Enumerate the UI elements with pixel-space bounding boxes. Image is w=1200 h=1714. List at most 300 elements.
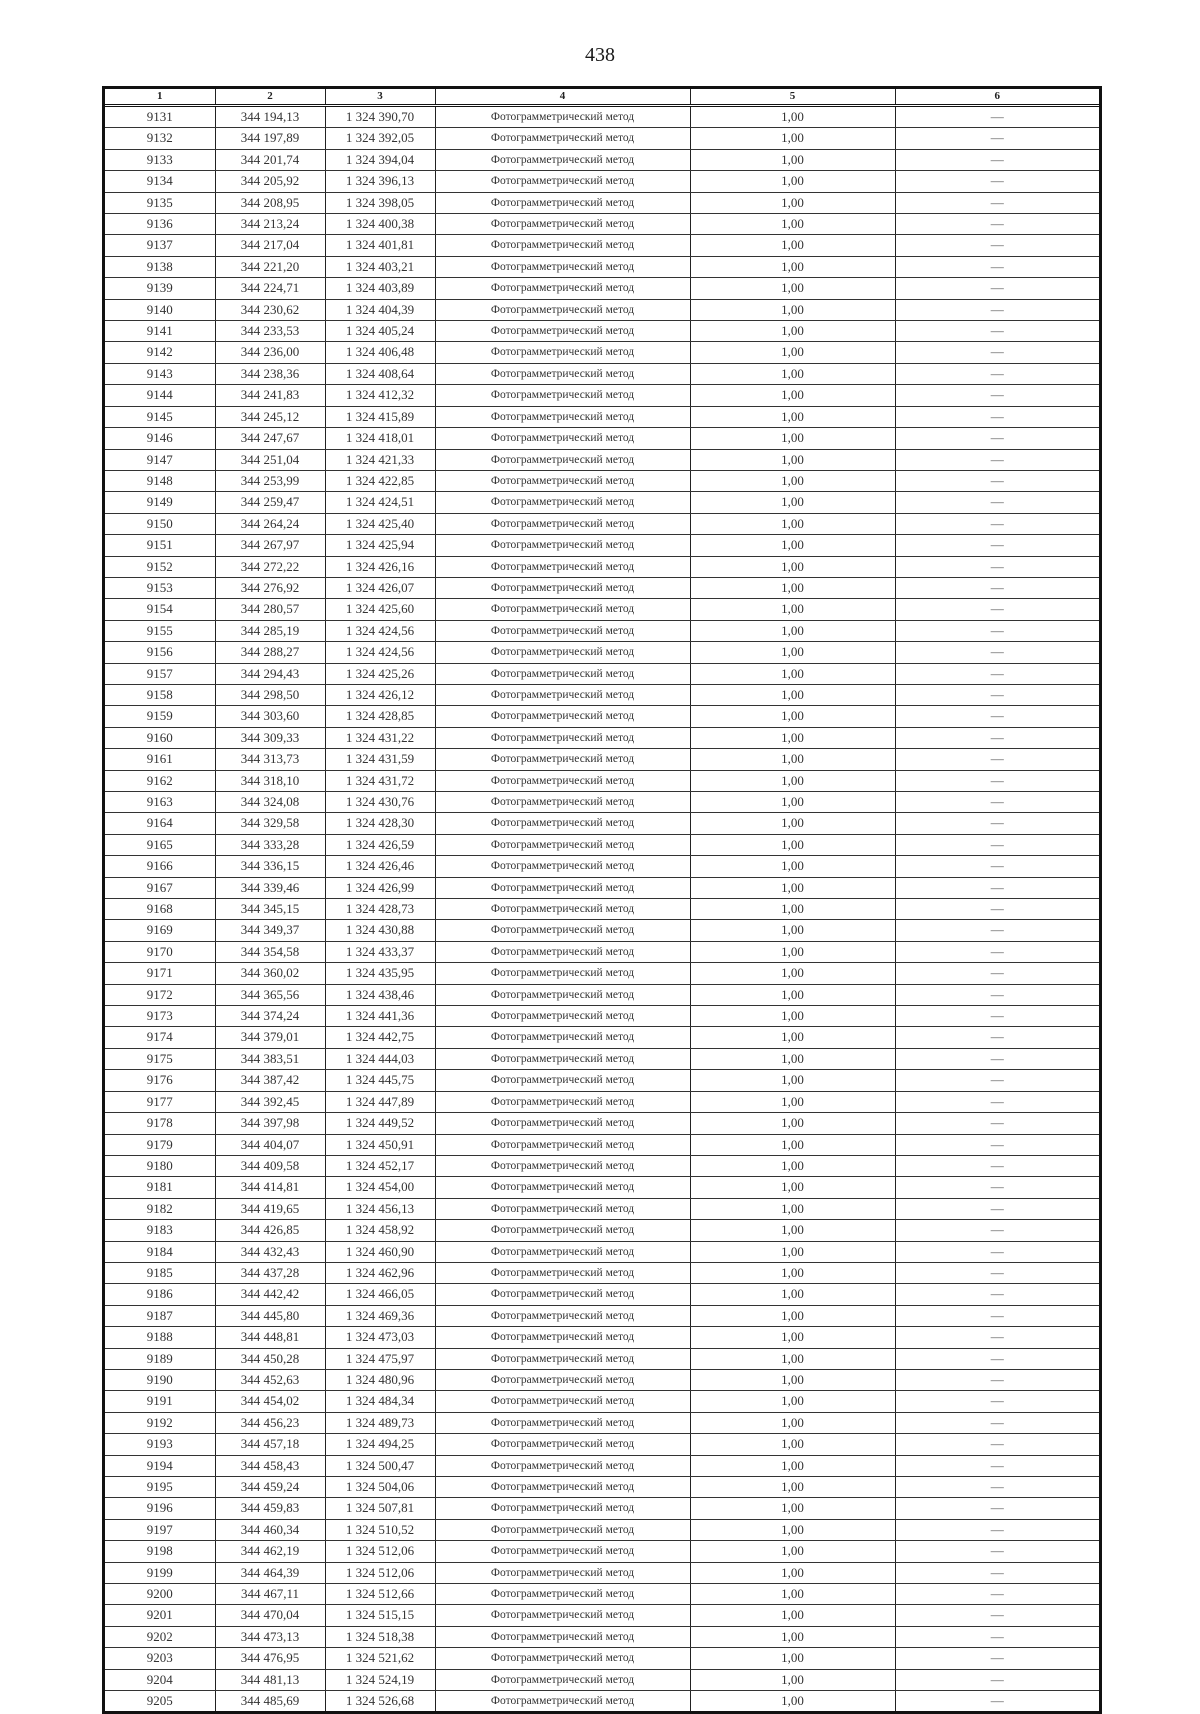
accuracy-cell: 1,00 [690, 1241, 895, 1262]
accuracy-cell: 1,00 [690, 1027, 895, 1048]
x-coordinate-cell: 344 208,95 [215, 192, 325, 213]
method-cell: Фотограмметрический метод [435, 1070, 690, 1091]
point-number-cell: 9154 [105, 599, 215, 620]
x-coordinate-cell: 344 213,24 [215, 214, 325, 235]
note-cell: — [895, 1091, 1099, 1112]
point-number-cell: 9174 [105, 1027, 215, 1048]
table-row [105, 1284, 1099, 1305]
point-number-cell: 9196 [105, 1498, 215, 1519]
table-row [105, 941, 1099, 962]
note-cell: — [895, 406, 1099, 427]
note-cell: — [895, 706, 1099, 727]
table-row [105, 920, 1099, 941]
method-cell: Фотограмметрический метод [435, 1177, 690, 1198]
note-cell: — [895, 899, 1099, 920]
point-number-cell: 9143 [105, 363, 215, 384]
y-coordinate-cell: 1 324 512,66 [325, 1584, 435, 1605]
note-cell: — [895, 1498, 1099, 1519]
note-cell: — [895, 149, 1099, 170]
table-row [105, 1177, 1099, 1198]
accuracy-cell: 1,00 [690, 877, 895, 898]
accuracy-cell: 1,00 [690, 1198, 895, 1219]
point-number-cell: 9177 [105, 1091, 215, 1112]
point-number-cell: 9184 [105, 1241, 215, 1262]
x-coordinate-cell: 344 360,02 [215, 963, 325, 984]
point-number-cell: 9191 [105, 1391, 215, 1412]
table-row [105, 899, 1099, 920]
note-cell: — [895, 1070, 1099, 1091]
x-coordinate-cell: 344 259,47 [215, 492, 325, 513]
note-cell: — [895, 428, 1099, 449]
x-coordinate-cell: 344 280,57 [215, 599, 325, 620]
y-coordinate-cell: 1 324 431,72 [325, 770, 435, 791]
y-coordinate-cell: 1 324 403,21 [325, 256, 435, 277]
y-coordinate-cell: 1 324 394,04 [325, 149, 435, 170]
note-cell: — [895, 1669, 1099, 1690]
y-coordinate-cell: 1 324 447,89 [325, 1091, 435, 1112]
note-cell: — [895, 1391, 1099, 1412]
method-cell: Фотограмметрический метод [435, 792, 690, 813]
accuracy-cell: 1,00 [690, 813, 895, 834]
y-coordinate-cell: 1 324 421,33 [325, 449, 435, 470]
y-coordinate-cell: 1 324 445,75 [325, 1070, 435, 1091]
accuracy-cell: 1,00 [690, 1477, 895, 1498]
method-cell: Фотограмметрический метод [435, 1155, 690, 1176]
table-row [105, 1455, 1099, 1476]
accuracy-cell: 1,00 [690, 1391, 895, 1412]
method-cell: Фотограмметрический метод [435, 663, 690, 684]
x-coordinate-cell: 344 318,10 [215, 770, 325, 791]
accuracy-cell: 1,00 [690, 535, 895, 556]
note-cell: — [895, 1541, 1099, 1562]
accuracy-cell: 1,00 [690, 856, 895, 877]
note-cell: — [895, 278, 1099, 299]
table-row [105, 1305, 1099, 1326]
y-coordinate-cell: 1 324 435,95 [325, 963, 435, 984]
method-cell: Фотограмметрический метод [435, 1134, 690, 1155]
method-cell: Фотограмметрический метод [435, 1027, 690, 1048]
x-coordinate-cell: 344 442,42 [215, 1284, 325, 1305]
point-number-cell: 9141 [105, 321, 215, 342]
accuracy-cell: 1,00 [690, 470, 895, 491]
method-cell: Фотограмметрический метод [435, 363, 690, 384]
x-coordinate-cell: 344 238,36 [215, 363, 325, 384]
note-cell: — [895, 106, 1099, 128]
point-number-cell: 9145 [105, 406, 215, 427]
y-coordinate-cell: 1 324 524,19 [325, 1669, 435, 1690]
point-number-cell: 9165 [105, 834, 215, 855]
note-cell: — [895, 813, 1099, 834]
accuracy-cell: 1,00 [690, 663, 895, 684]
table-row [105, 1391, 1099, 1412]
x-coordinate-cell: 344 309,33 [215, 727, 325, 748]
table-row [105, 834, 1099, 855]
x-coordinate-cell: 344 374,24 [215, 1006, 325, 1027]
note-cell: — [895, 620, 1099, 641]
note-cell: — [895, 171, 1099, 192]
table-row [105, 727, 1099, 748]
table-row [105, 770, 1099, 791]
table-row [105, 599, 1099, 620]
point-number-cell: 9162 [105, 770, 215, 791]
method-cell: Фотограмметрический метод [435, 1519, 690, 1540]
accuracy-cell: 1,00 [690, 941, 895, 962]
note-cell: — [895, 535, 1099, 556]
point-number-cell: 9201 [105, 1605, 215, 1626]
note-cell: — [895, 1327, 1099, 1348]
table-row [105, 1198, 1099, 1219]
y-coordinate-cell: 1 324 489,73 [325, 1412, 435, 1433]
page-number: 438 [585, 44, 615, 66]
x-coordinate-cell: 344 224,71 [215, 278, 325, 299]
table-row [105, 1262, 1099, 1283]
x-coordinate-cell: 344 481,13 [215, 1669, 325, 1690]
point-number-cell: 9192 [105, 1412, 215, 1433]
x-coordinate-cell: 344 324,08 [215, 792, 325, 813]
x-coordinate-cell: 344 445,80 [215, 1305, 325, 1326]
accuracy-cell: 1,00 [690, 1284, 895, 1305]
table-row [105, 406, 1099, 427]
method-cell: Фотограмметрический метод [435, 856, 690, 877]
x-coordinate-cell: 344 276,92 [215, 577, 325, 598]
column-header-1: 1 [105, 89, 215, 106]
point-number-cell: 9179 [105, 1134, 215, 1155]
note-cell: — [895, 556, 1099, 577]
table-row [105, 1584, 1099, 1605]
x-coordinate-cell: 344 349,37 [215, 920, 325, 941]
point-number-cell: 9185 [105, 1262, 215, 1283]
point-number-cell: 9157 [105, 663, 215, 684]
y-coordinate-cell: 1 324 438,46 [325, 984, 435, 1005]
method-cell: Фотограмметрический метод [435, 1434, 690, 1455]
y-coordinate-cell: 1 324 469,36 [325, 1305, 435, 1326]
x-coordinate-cell: 344 264,24 [215, 513, 325, 534]
point-number-cell: 9172 [105, 984, 215, 1005]
y-coordinate-cell: 1 324 406,48 [325, 342, 435, 363]
method-cell: Фотограмметрический метод [435, 813, 690, 834]
point-number-cell: 9132 [105, 128, 215, 149]
table-row [105, 706, 1099, 727]
method-cell: Фотограмметрический метод [435, 1369, 690, 1390]
method-cell: Фотограмметрический метод [435, 1626, 690, 1647]
point-number-cell: 9131 [105, 106, 215, 128]
method-cell: Фотограмметрический метод [435, 256, 690, 277]
table-row [105, 749, 1099, 770]
accuracy-cell: 1,00 [690, 1455, 895, 1476]
point-number-cell: 9200 [105, 1584, 215, 1605]
x-coordinate-cell: 344 201,74 [215, 149, 325, 170]
header-row [105, 89, 1099, 106]
note-cell: — [895, 1434, 1099, 1455]
note-cell: — [895, 385, 1099, 406]
method-cell: Фотограмметрический метод [435, 106, 690, 128]
note-cell: — [895, 770, 1099, 791]
method-cell: Фотограмметрический метод [435, 128, 690, 149]
accuracy-cell: 1,00 [690, 1220, 895, 1241]
point-number-cell: 9199 [105, 1562, 215, 1583]
table-row [105, 1091, 1099, 1112]
accuracy-cell: 1,00 [690, 770, 895, 791]
point-number-cell: 9153 [105, 577, 215, 598]
point-number-cell: 9139 [105, 278, 215, 299]
y-coordinate-cell: 1 324 403,89 [325, 278, 435, 299]
method-cell: Фотограмметрический метод [435, 235, 690, 256]
x-coordinate-cell: 344 450,28 [215, 1348, 325, 1369]
point-number-cell: 9204 [105, 1669, 215, 1690]
table-row [105, 149, 1099, 170]
accuracy-cell: 1,00 [690, 792, 895, 813]
method-cell: Фотограмметрический метод [435, 385, 690, 406]
note-cell: — [895, 1134, 1099, 1155]
method-cell: Фотограмметрический метод [435, 171, 690, 192]
note-cell: — [895, 1455, 1099, 1476]
accuracy-cell: 1,00 [690, 1434, 895, 1455]
method-cell: Фотограмметрический метод [435, 1220, 690, 1241]
x-coordinate-cell: 344 383,51 [215, 1048, 325, 1069]
method-cell: Фотограмметрический метод [435, 535, 690, 556]
x-coordinate-cell: 344 379,01 [215, 1027, 325, 1048]
method-cell: Фотограмметрический метод [435, 556, 690, 577]
method-cell: Фотограмметрический метод [435, 1541, 690, 1562]
point-number-cell: 9147 [105, 449, 215, 470]
accuracy-cell: 1,00 [690, 727, 895, 748]
y-coordinate-cell: 1 324 425,40 [325, 513, 435, 534]
point-number-cell: 9178 [105, 1113, 215, 1134]
table-row [105, 642, 1099, 663]
point-number-cell: 9149 [105, 492, 215, 513]
table-row [105, 1434, 1099, 1455]
accuracy-cell: 1,00 [690, 1262, 895, 1283]
accuracy-cell: 1,00 [690, 920, 895, 941]
note-cell: — [895, 492, 1099, 513]
note-cell: — [895, 1198, 1099, 1219]
point-number-cell: 9161 [105, 749, 215, 770]
table-row [105, 663, 1099, 684]
note-cell: — [895, 577, 1099, 598]
column-header-2: 2 [215, 89, 325, 106]
note-cell: — [895, 1605, 1099, 1626]
accuracy-cell: 1,00 [690, 342, 895, 363]
note-cell: — [895, 684, 1099, 705]
method-cell: Фотограмметрический метод [435, 492, 690, 513]
method-cell: Фотограмметрический метод [435, 1391, 690, 1412]
accuracy-cell: 1,00 [690, 106, 895, 128]
note-cell: — [895, 1648, 1099, 1669]
y-coordinate-cell: 1 324 424,56 [325, 642, 435, 663]
method-cell: Фотограмметрический метод [435, 770, 690, 791]
table-row [105, 1648, 1099, 1669]
accuracy-cell: 1,00 [690, 1541, 895, 1562]
method-cell: Фотограмметрический метод [435, 920, 690, 941]
method-cell: Фотограмметрический метод [435, 513, 690, 534]
x-coordinate-cell: 344 392,45 [215, 1091, 325, 1112]
accuracy-cell: 1,00 [690, 1412, 895, 1433]
x-coordinate-cell: 344 233,53 [215, 321, 325, 342]
accuracy-cell: 1,00 [690, 1691, 895, 1712]
y-coordinate-cell: 1 324 426,46 [325, 856, 435, 877]
accuracy-cell: 1,00 [690, 171, 895, 192]
y-coordinate-cell: 1 324 526,68 [325, 1691, 435, 1712]
table-body [105, 106, 1099, 1712]
point-number-cell: 9151 [105, 535, 215, 556]
method-cell: Фотограмметрический метод [435, 727, 690, 748]
point-number-cell: 9205 [105, 1691, 215, 1712]
accuracy-cell: 1,00 [690, 363, 895, 384]
table-row [105, 1369, 1099, 1390]
method-cell: Фотограмметрический метод [435, 1691, 690, 1712]
accuracy-cell: 1,00 [690, 492, 895, 513]
point-number-cell: 9164 [105, 813, 215, 834]
accuracy-cell: 1,00 [690, 1113, 895, 1134]
method-cell: Фотограмметрический метод [435, 642, 690, 663]
x-coordinate-cell: 344 476,95 [215, 1648, 325, 1669]
table-row [105, 1669, 1099, 1690]
y-coordinate-cell: 1 324 507,81 [325, 1498, 435, 1519]
accuracy-cell: 1,00 [690, 1369, 895, 1390]
accuracy-cell: 1,00 [690, 149, 895, 170]
point-number-cell: 9166 [105, 856, 215, 877]
note-cell: — [895, 1113, 1099, 1134]
point-number-cell: 9189 [105, 1348, 215, 1369]
method-cell: Фотограмметрический метод [435, 599, 690, 620]
table-row [105, 171, 1099, 192]
y-coordinate-cell: 1 324 515,15 [325, 1605, 435, 1626]
y-coordinate-cell: 1 324 418,01 [325, 428, 435, 449]
y-coordinate-cell: 1 324 433,37 [325, 941, 435, 962]
accuracy-cell: 1,00 [690, 963, 895, 984]
method-cell: Фотограмметрический метод [435, 1348, 690, 1369]
x-coordinate-cell: 344 437,28 [215, 1262, 325, 1283]
table-row [105, 1541, 1099, 1562]
table-row [105, 513, 1099, 534]
note-cell: — [895, 1562, 1099, 1583]
accuracy-cell: 1,00 [690, 299, 895, 320]
method-cell: Фотограмметрический метод [435, 1262, 690, 1283]
point-number-cell: 9195 [105, 1477, 215, 1498]
x-coordinate-cell: 344 470,04 [215, 1605, 325, 1626]
method-cell: Фотограмметрический метод [435, 321, 690, 342]
y-coordinate-cell: 1 324 452,17 [325, 1155, 435, 1176]
x-coordinate-cell: 344 245,12 [215, 406, 325, 427]
x-coordinate-cell: 344 448,81 [215, 1327, 325, 1348]
y-coordinate-cell: 1 324 500,47 [325, 1455, 435, 1476]
column-header-4: 4 [435, 89, 690, 106]
x-coordinate-cell: 344 236,00 [215, 342, 325, 363]
x-coordinate-cell: 344 414,81 [215, 1177, 325, 1198]
table-row [105, 535, 1099, 556]
table-row [105, 1412, 1099, 1433]
point-number-cell: 9133 [105, 149, 215, 170]
accuracy-cell: 1,00 [690, 1305, 895, 1326]
table-row [105, 363, 1099, 384]
note-cell: — [895, 321, 1099, 342]
method-cell: Фотограмметрический метод [435, 834, 690, 855]
x-coordinate-cell: 344 194,13 [215, 106, 325, 128]
x-coordinate-cell: 344 336,15 [215, 856, 325, 877]
table-row [105, 299, 1099, 320]
x-coordinate-cell: 344 419,65 [215, 1198, 325, 1219]
x-coordinate-cell: 344 339,46 [215, 877, 325, 898]
accuracy-cell: 1,00 [690, 449, 895, 470]
method-cell: Фотограмметрический метод [435, 1477, 690, 1498]
x-coordinate-cell: 344 298,50 [215, 684, 325, 705]
accuracy-cell: 1,00 [690, 642, 895, 663]
note-cell: — [895, 1220, 1099, 1241]
x-coordinate-cell: 344 456,23 [215, 1412, 325, 1433]
x-coordinate-cell: 344 217,04 [215, 235, 325, 256]
table-row [105, 385, 1099, 406]
accuracy-cell: 1,00 [690, 1498, 895, 1519]
table-row [105, 192, 1099, 213]
table-row [105, 1498, 1099, 1519]
method-cell: Фотограмметрический метод [435, 1605, 690, 1626]
point-number-cell: 9168 [105, 899, 215, 920]
note-cell: — [895, 363, 1099, 384]
table-row [105, 1155, 1099, 1176]
y-coordinate-cell: 1 324 424,56 [325, 620, 435, 641]
table-row [105, 1519, 1099, 1540]
point-number-cell: 9173 [105, 1006, 215, 1027]
method-cell: Фотограмметрический метод [435, 214, 690, 235]
note-cell: — [895, 470, 1099, 491]
method-cell: Фотограмметрический метод [435, 620, 690, 641]
method-cell: Фотограмметрический метод [435, 1198, 690, 1219]
y-coordinate-cell: 1 324 466,05 [325, 1284, 435, 1305]
point-number-cell: 9144 [105, 385, 215, 406]
note-cell: — [895, 1027, 1099, 1048]
method-cell: Фотограмметрический метод [435, 706, 690, 727]
accuracy-cell: 1,00 [690, 577, 895, 598]
method-cell: Фотограмметрический метод [435, 1327, 690, 1348]
point-number-cell: 9136 [105, 214, 215, 235]
point-number-cell: 9159 [105, 706, 215, 727]
point-number-cell: 9197 [105, 1519, 215, 1540]
point-number-cell: 9155 [105, 620, 215, 641]
y-coordinate-cell: 1 324 450,91 [325, 1134, 435, 1155]
note-cell: — [895, 984, 1099, 1005]
x-coordinate-cell: 344 458,43 [215, 1455, 325, 1476]
y-coordinate-cell: 1 324 444,03 [325, 1048, 435, 1069]
note-cell: — [895, 1048, 1099, 1069]
table-row [105, 620, 1099, 641]
note-cell: — [895, 513, 1099, 534]
y-coordinate-cell: 1 324 442,75 [325, 1027, 435, 1048]
y-coordinate-cell: 1 324 426,16 [325, 556, 435, 577]
table-row [105, 1241, 1099, 1262]
table-header [105, 89, 1099, 106]
y-coordinate-cell: 1 324 521,62 [325, 1648, 435, 1669]
table-row [105, 684, 1099, 705]
method-cell: Фотограмметрический метод [435, 1584, 690, 1605]
method-cell: Фотограмметрический метод [435, 1006, 690, 1027]
table-row [105, 963, 1099, 984]
y-coordinate-cell: 1 324 473,03 [325, 1327, 435, 1348]
table-row [105, 278, 1099, 299]
method-cell: Фотограмметрический метод [435, 877, 690, 898]
y-coordinate-cell: 1 324 426,07 [325, 577, 435, 598]
method-cell: Фотограмметрический метод [435, 1091, 690, 1112]
method-cell: Фотограмметрический метод [435, 149, 690, 170]
table-row [105, 321, 1099, 342]
table-row [105, 1113, 1099, 1134]
x-coordinate-cell: 344 272,22 [215, 556, 325, 577]
table-row [105, 428, 1099, 449]
accuracy-cell: 1,00 [690, 899, 895, 920]
x-coordinate-cell: 344 365,56 [215, 984, 325, 1005]
x-coordinate-cell: 344 251,04 [215, 449, 325, 470]
y-coordinate-cell: 1 324 426,12 [325, 684, 435, 705]
accuracy-cell: 1,00 [690, 1155, 895, 1176]
